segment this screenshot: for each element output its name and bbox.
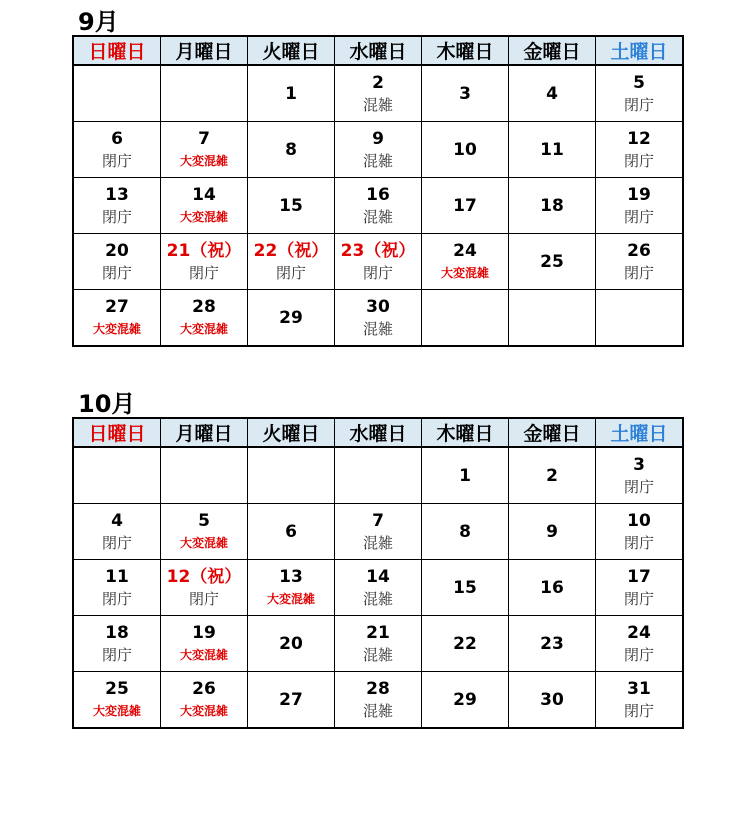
calendar-day-cell (509, 122, 596, 178)
day-status-note: 閉庁 (623, 207, 654, 226)
calendar-day-cell (161, 65, 248, 122)
day-status-note: 大変混雑 (92, 321, 141, 336)
day-number: 13 (105, 184, 129, 205)
calendar-week-row (73, 504, 683, 560)
calendar-week-row (73, 234, 683, 290)
day-number: 30 (540, 689, 564, 710)
day-status-note: 大変混雑 (179, 153, 228, 168)
calendar-day-cell (73, 122, 161, 178)
calendar-day-cell (73, 560, 161, 616)
calendar-day-cell (422, 122, 509, 178)
day-number: 26 (192, 678, 216, 699)
day-number: 8 (285, 139, 297, 160)
day-number: 14 (366, 566, 390, 587)
day-number: 22（祝） (253, 240, 329, 261)
day-number: 1 (285, 83, 297, 104)
calendar-day-cell (335, 504, 422, 560)
calendar-day-cell (335, 234, 422, 290)
weekday-header-row (73, 36, 683, 65)
day-status-note: 閉庁 (275, 263, 306, 282)
calendar-day-cell (73, 65, 161, 122)
day-status-note: 混雑 (362, 207, 393, 226)
calendar-day-cell (422, 672, 509, 729)
day-status-note: 混雑 (362, 95, 393, 114)
calendar-day-cell (248, 234, 335, 290)
calendar-week-row (73, 65, 683, 122)
day-number: 5 (198, 510, 210, 531)
calendar-day-cell (73, 447, 161, 504)
day-status-note: 大変混雑 (92, 703, 141, 718)
weekday-header: 月曜日 (161, 418, 248, 447)
weekday-header: 日曜日 (73, 36, 161, 65)
day-number: 27 (279, 689, 303, 710)
day-status-note: 大変混雑 (179, 321, 228, 336)
calendar-table (72, 417, 684, 729)
day-status-note: 閉庁 (101, 645, 132, 664)
day-status-note: 大変混雑 (179, 209, 228, 224)
calendar-day-cell (422, 560, 509, 616)
calendar-day-cell (596, 178, 684, 234)
calendar-day-cell (73, 672, 161, 729)
calendar-day-cell (596, 672, 684, 729)
weekday-header: 日曜日 (73, 418, 161, 447)
calendar-day-cell (509, 178, 596, 234)
day-number: 5 (633, 72, 645, 93)
weekday-header: 月曜日 (161, 36, 248, 65)
day-number: 7 (198, 128, 210, 149)
day-number: 19 (192, 622, 216, 643)
day-number: 17 (627, 566, 651, 587)
weekday-header: 土曜日 (596, 36, 684, 65)
day-number: 9 (546, 521, 558, 542)
calendar-day-cell (509, 672, 596, 729)
calendar-day-cell (509, 447, 596, 504)
calendar-day-cell (161, 560, 248, 616)
day-number: 8 (459, 521, 471, 542)
calendar-week-row (73, 447, 683, 504)
calendar-week-row (73, 616, 683, 672)
calendar-table (72, 35, 684, 347)
calendar-day-cell (73, 178, 161, 234)
day-number: 10 (453, 139, 477, 160)
calendar-day-cell (161, 178, 248, 234)
day-status-note: 閉庁 (188, 263, 219, 282)
calendar-day-cell (596, 65, 684, 122)
day-number: 20 (279, 633, 303, 654)
day-number: 24 (627, 622, 651, 643)
day-number: 2 (546, 465, 558, 486)
day-status-note: 大変混雑 (179, 647, 228, 662)
month-title: 9月 (78, 8, 119, 36)
day-number: 3 (633, 454, 645, 475)
calendar-day-cell (248, 290, 335, 347)
calendar-day-cell (73, 504, 161, 560)
calendar-day-cell (161, 290, 248, 347)
day-number: 6 (111, 128, 123, 149)
day-status-note: 閉庁 (101, 207, 132, 226)
day-status-note: 混雑 (362, 701, 393, 720)
calendar-body (73, 65, 683, 346)
day-status-note: 閉庁 (101, 151, 132, 170)
calendar-day-cell (73, 616, 161, 672)
day-number: 7 (372, 510, 384, 531)
calendar-day-cell (335, 560, 422, 616)
day-number: 27 (105, 296, 129, 317)
day-status-note: 混雑 (362, 151, 393, 170)
day-status-note: 混雑 (362, 645, 393, 664)
day-number: 31 (627, 678, 651, 699)
day-status-note: 大変混雑 (179, 703, 228, 718)
day-number: 20 (105, 240, 129, 261)
day-number: 16 (540, 577, 564, 598)
day-number: 25 (105, 678, 129, 699)
day-status-note: 大変混雑 (179, 535, 228, 550)
weekday-header: 木曜日 (422, 36, 509, 65)
day-number: 17 (453, 195, 477, 216)
day-status-note: 大変混雑 (440, 265, 489, 280)
calendar-day-cell (248, 504, 335, 560)
day-status-note: 閉庁 (623, 589, 654, 608)
day-number: 23 (540, 633, 564, 654)
day-status-note: 混雑 (362, 533, 393, 552)
day-number: 18 (540, 195, 564, 216)
calendar-day-cell (73, 290, 161, 347)
calendar-week-row (73, 290, 683, 347)
day-number: 15 (453, 577, 477, 598)
calendar-day-cell (335, 65, 422, 122)
day-status-note: 閉庁 (101, 533, 132, 552)
day-status-note: 閉庁 (623, 263, 654, 282)
day-number: 4 (546, 83, 558, 104)
calendar-day-cell (73, 234, 161, 290)
day-number: 14 (192, 184, 216, 205)
calendar-day-cell (335, 178, 422, 234)
calendar-day-cell (248, 122, 335, 178)
day-number: 29 (453, 689, 477, 710)
calendar-day-cell (596, 234, 684, 290)
calendar-week-row (73, 560, 683, 616)
calendar-day-cell (596, 122, 684, 178)
calendar-day-cell (248, 447, 335, 504)
calendar-day-cell (509, 616, 596, 672)
calendar-day-cell (161, 672, 248, 729)
day-number: 10 (627, 510, 651, 531)
calendar-day-cell (248, 616, 335, 672)
day-number: 12（祝） (166, 566, 242, 587)
day-status-note: 閉庁 (623, 701, 654, 720)
calendar-day-cell (422, 234, 509, 290)
day-status-note: 閉庁 (623, 477, 654, 496)
calendar-day-cell (509, 504, 596, 560)
day-number: 29 (279, 307, 303, 328)
calendar-day-cell (161, 504, 248, 560)
day-number: 4 (111, 510, 123, 531)
day-number: 11 (540, 139, 564, 160)
calendar-day-cell (509, 65, 596, 122)
calendar-day-cell (161, 122, 248, 178)
day-status-note: 閉庁 (188, 589, 219, 608)
calendar-day-cell (596, 616, 684, 672)
calendar-day-cell (248, 560, 335, 616)
day-number: 24 (453, 240, 477, 261)
calendar-day-cell (509, 290, 596, 347)
calendar-day-cell (596, 560, 684, 616)
calendar-day-cell (422, 616, 509, 672)
day-status-note: 大変混雑 (266, 591, 315, 606)
day-number: 25 (540, 251, 564, 272)
day-number: 11 (105, 566, 129, 587)
weekday-header-row (73, 418, 683, 447)
day-number: 22 (453, 633, 477, 654)
calendar-day-cell (248, 672, 335, 729)
calendar-day-cell (422, 178, 509, 234)
weekday-header: 金曜日 (509, 418, 596, 447)
day-number: 28 (366, 678, 390, 699)
day-status-note: 混雑 (362, 319, 393, 338)
day-number: 1 (459, 465, 471, 486)
calendar-day-cell (596, 290, 684, 347)
weekday-header: 水曜日 (335, 418, 422, 447)
day-status-note: 閉庁 (362, 263, 393, 282)
calendar-day-cell (509, 234, 596, 290)
calendar-week-row (73, 672, 683, 729)
calendar-day-cell (422, 65, 509, 122)
day-number: 9 (372, 128, 384, 149)
calendar-day-cell (422, 290, 509, 347)
calendar-day-cell (248, 178, 335, 234)
calendar-day-cell (161, 447, 248, 504)
month-title: 10月 (78, 390, 136, 418)
day-status-note: 閉庁 (623, 533, 654, 552)
calendar-day-cell (422, 504, 509, 560)
calendar-day-cell (161, 616, 248, 672)
day-number: 12 (627, 128, 651, 149)
calendar-week-row (73, 178, 683, 234)
day-status-note: 閉庁 (623, 645, 654, 664)
day-status-note: 閉庁 (101, 589, 132, 608)
calendar-body (73, 447, 683, 728)
day-number: 19 (627, 184, 651, 205)
day-status-note: 閉庁 (101, 263, 132, 282)
day-status-note: 混雑 (362, 589, 393, 608)
calendar-day-cell (335, 122, 422, 178)
day-number: 15 (279, 195, 303, 216)
calendar-day-cell (248, 65, 335, 122)
day-number: 26 (627, 240, 651, 261)
day-number: 2 (372, 72, 384, 93)
day-number: 23（祝） (340, 240, 416, 261)
weekday-header: 火曜日 (248, 36, 335, 65)
calendar-day-cell (596, 504, 684, 560)
day-number: 3 (459, 83, 471, 104)
calendar-week-row (73, 122, 683, 178)
weekday-header: 火曜日 (248, 418, 335, 447)
calendar-day-cell (335, 290, 422, 347)
day-number: 21（祝） (166, 240, 242, 261)
day-number: 16 (366, 184, 390, 205)
calendar-day-cell (335, 672, 422, 729)
weekday-header: 土曜日 (596, 418, 684, 447)
calendar-day-cell (335, 616, 422, 672)
weekday-header: 金曜日 (509, 36, 596, 65)
day-status-note: 閉庁 (623, 95, 654, 114)
calendar-day-cell (422, 447, 509, 504)
day-status-note: 閉庁 (623, 151, 654, 170)
calendar-day-cell (335, 447, 422, 504)
day-number: 21 (366, 622, 390, 643)
calendar-day-cell (596, 447, 684, 504)
calendar-day-cell (161, 234, 248, 290)
day-number: 6 (285, 521, 297, 542)
day-number: 30 (366, 296, 390, 317)
day-number: 18 (105, 622, 129, 643)
calendar-day-cell (509, 560, 596, 616)
day-number: 13 (279, 566, 303, 587)
weekday-header: 水曜日 (335, 36, 422, 65)
day-number: 28 (192, 296, 216, 317)
weekday-header: 木曜日 (422, 418, 509, 447)
